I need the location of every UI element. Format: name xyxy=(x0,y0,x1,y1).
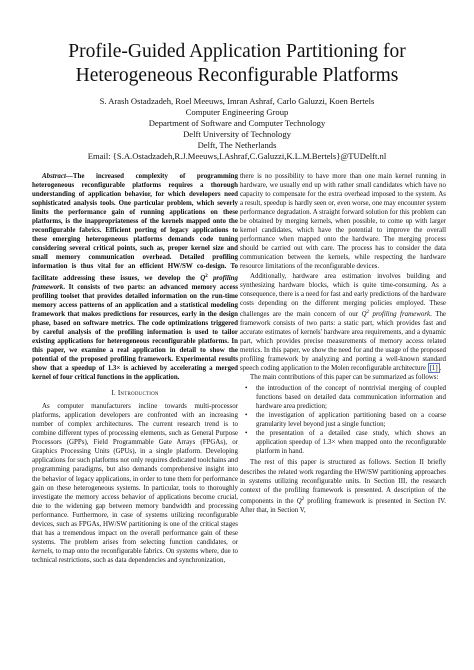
right-p2-q-sup: 2 xyxy=(366,309,370,315)
affiliation-location: Delft, The Netherlands xyxy=(197,140,277,150)
author-block xyxy=(0,96,474,162)
title-line-2: Heterogeneous Reconfigurable Platforms xyxy=(75,65,399,86)
right-p4-text-a: The rest of this paper is structured as follows. Section II briefly describes the related work regarding the HW/SW partitioning approaches in systems utilizing reconfigurable units. In Section III, the research context of the profiling framework is presented. A description of the components in the xyxy=(240,458,446,505)
right-paragraph-4 xyxy=(240,458,446,514)
intro-text-b: , to map onto the reconfigurable fabrics. On systems where, due to technical restrictions, such as data dependencies and synchronization, xyxy=(32,546,238,564)
abstract-label: Abstract xyxy=(42,172,66,180)
intro-paragraph xyxy=(32,402,238,565)
right-p4-text-b: profiling framework is presented in Section IV. After that, in Section V, xyxy=(240,496,446,514)
abstract-text-1: —The increased complexity of programming heterogeneous reconfigurable platforms requires a thorough understanding of application behavior, for which developers need sophisticated analysis tools. One particular problem, which severly limits the performance gain of running applications on these platforms, is the inappropriateness of the kernels mapped onto the reconfigurable fabrics. Efficient porting of legacy applications to these emerging heterogeneous platforms demands code tuning considering several critical points, such as, proper kernel size and small memory communication overhead. Detailed profiling information is thus vital for an efficient HW/SW co-design. To facilitate addressing these issues, we develop the xyxy=(32,172,238,282)
abstract-framework-name: profiling framework xyxy=(32,273,239,291)
author-names: S. Arash Ostadzadeh, Roel Meeuws, Imran Ashraf, Carlo Galuzzi, Koen Bertels xyxy=(99,96,375,106)
contribution-item: • the introduction of the concept of nontrivial merging of coupled functions based on detailed data communication information and hardware area prediction; xyxy=(254,384,446,411)
abstract-text-2: . It consists of two parts: an advanced memory access profiling toolset that provides detailed information on the run-time memory access patterns of an application and a statistical modeling framework that makes predictions for resources, early in the design phase, based on software metrics. The code optimizations triggered by careful analysis of the profiling information is used to tailor existing applications for heterogeneous reconfigurable platforms. In this paper, we examine a real application in detail to show the potential of the proposed profiling framework. Experimental results show that a speedup of 1.3× is achieved by accelerating a merged kernel of four critical functions in the application. xyxy=(32,282,238,382)
section-heading-introduction xyxy=(32,389,238,398)
affiliation-department: Department of Software and Computer Technology xyxy=(148,118,326,128)
section-number: I. xyxy=(111,389,116,398)
right-column xyxy=(240,172,446,515)
right-p2-q: Q xyxy=(361,309,367,318)
paper-title xyxy=(0,40,474,88)
right-paragraph-2 xyxy=(240,272,446,374)
right-paragraph-3: The main contributions of this paper can be summarized as follows: xyxy=(250,373,439,382)
abstract-q-sup: 2 xyxy=(205,273,208,279)
right-p2-text-a: Additionally, hardware area estimation involves building and synthesizing hardware blocks, which is quite time-consuming. As a consequence, there is a need for fast and early predictions of the hardware costs depending on the different merging policies employed. These challenges are the main concern of our xyxy=(240,271,446,318)
contributions-list xyxy=(240,384,446,456)
right-p2-framework-name: profiling framework xyxy=(369,309,431,318)
intro-kernels-term: kernels xyxy=(32,546,53,555)
contribution-item: • the presentation of a detailed case study, which shows an application speedup of 1.3× when mapped onto the reconfigurable platform in hand. xyxy=(254,429,446,456)
author-email: Email: {S.A.Ostadzadeh,R.J.Meeuws,I.Ashraf,C.Galuzzi,K.L.M.Bertels}@TUDelft.nl xyxy=(87,151,387,161)
right-paragraph-1: there is no possibility to have more than one main kernel running in hardware, we usually end up with rather small candidates which have no capacity to compensate for the extra overhead imposed to the system. As a result, speedup is hardly seen or, even worse, one may encounter system performance degradation. A straight forward solution for this problem can be obtained by merging kernels, when possible, to come up with larger kernel candidates, which have the potential to improve the overall performance when mapped onto the hardware. The merging process should be carried out with care. The process has to consider the data communication between the kernels, while respecting the hardware resource limitations of the reconfigurable devices. xyxy=(240,172,446,271)
right-p4-q: Q xyxy=(296,496,302,505)
abstract-q: Q xyxy=(200,273,206,282)
affiliation-university: Delft University of Technology xyxy=(183,129,291,139)
right-p2-text-b: . The framework consists of two parts: a static part, which provides fast and accurate estimates of kernels' hardware area requirements, and a dynamic part, which provides precise measurements of memory access related metrics. In this paper, we show the need for and the usage of the proposed profiling framework by analyzing and porting a well-known standard speech coding application to the Molen reconfigurable architecture xyxy=(240,309,446,372)
citation-link-1[interactable]: [1] xyxy=(429,363,438,372)
right-p2-text-c: . xyxy=(439,363,442,372)
intro-text-a: As computer manufacturers incline towards multi-processor platforms, application developers are confronted with an increasing number of complex architectures. The current research trend is to combine different types of processing elements, such as General Purpose Processors (GPPs), Field Programmable Gate Arrays (FPGAs), or Graphics Processing Units (GPUs), in a single platform. Developing applications for such platforms not only requires dedicated toolchains and programming paradigms, but also demands comprehensive insight into the behavior of legacy applications, in order to tune them for performance gain on these heterogeneous systems. In particular, tools to thoroughly investigate the memory access behavior of applications become crucial, due to the widening gap between memory bandwidth and processing performance. Furthermore, in case of systems utilizing reconfigurable devices, such as FPGAs, HW/SW partitioning is one of the critical stages that has a tremendous impact on the overall performance gain of these systems. The problem arises from selecting function candidates, or xyxy=(32,402,238,546)
left-column xyxy=(32,172,238,565)
affiliation-group: Computer Engineering Group xyxy=(185,107,289,117)
section-title: Introduction xyxy=(117,389,159,398)
abstract xyxy=(32,172,238,382)
contribution-item: • the investigation of application partitioning based on a coarse granularity level beyond just a single function; xyxy=(254,411,446,429)
right-p4-q-sup: 2 xyxy=(301,496,305,502)
title-line-1: Profile-Guided Application Partitioning for xyxy=(68,41,406,62)
